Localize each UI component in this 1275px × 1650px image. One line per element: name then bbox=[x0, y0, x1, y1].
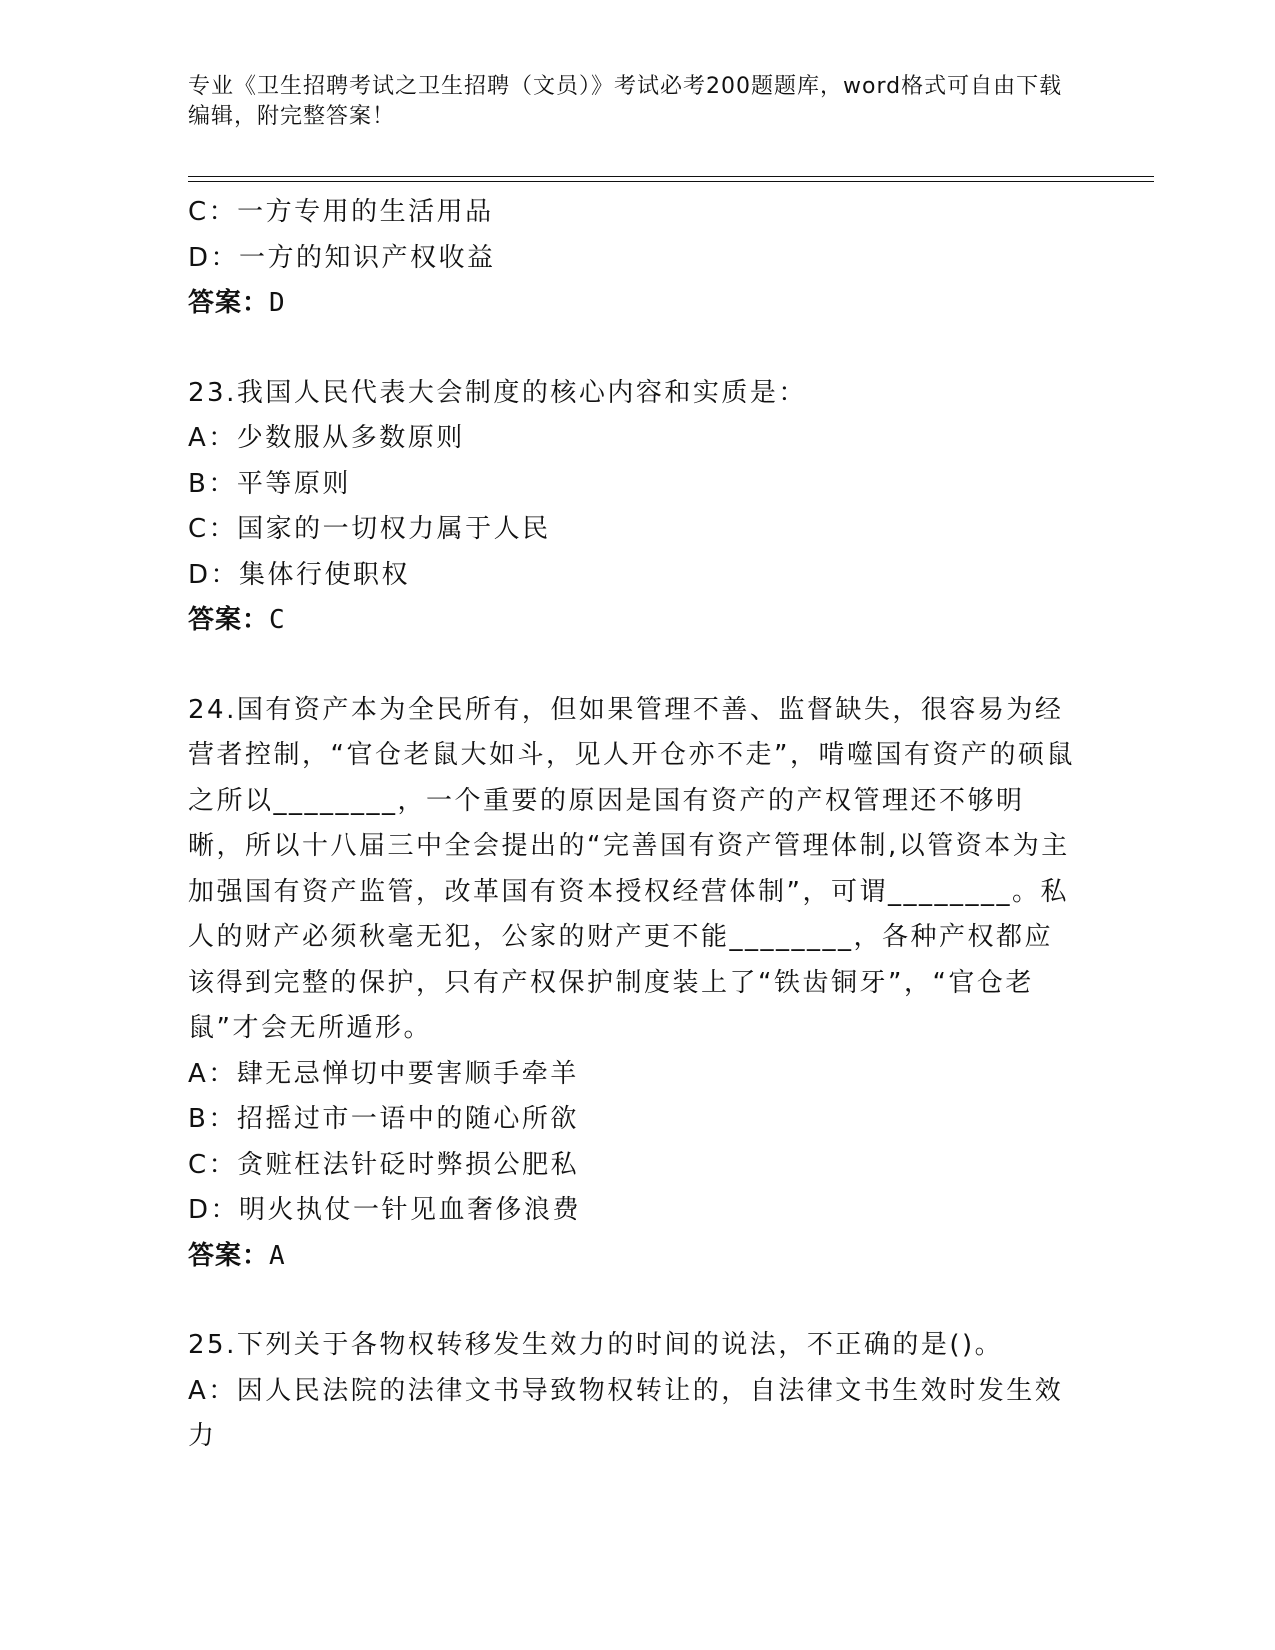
answer-value: C bbox=[269, 605, 286, 635]
option-a: A：肆无忌惮切中要害顺手牵羊 bbox=[188, 1058, 579, 1089]
answer-line bbox=[188, 1234, 1078, 1280]
header-rule-top bbox=[188, 176, 1154, 177]
option-b: B：招摇过市一语中的随心所欲 bbox=[188, 1104, 579, 1134]
answer-value: A bbox=[269, 1240, 286, 1271]
answer-line bbox=[188, 598, 1078, 644]
option-d: D：集体行使职权 bbox=[188, 559, 411, 590]
answer-label: 答案： bbox=[188, 605, 270, 635]
option-a: A：少数服从多数原则 bbox=[188, 423, 465, 453]
option-c: C：国家的一切权力属于人民 bbox=[188, 514, 551, 544]
question-stem: 24.国有资产本为全民所有，但如果管理不善、监督缺失，很容易为经营者控制，“官仓老鼠大如斗，见人开仓亦不走”，啃噬国有资产的硕鼠之所以________，一个重要的原因是国有资产的产权管理还不够明晰，所以十八届三中全会提出的“完善国有资产管理体制,以管资本为主加强国有资产监管，改革国有资本授权经营体制”，可谓________。私人的财产必须秋毫无犯，公家的财产更不能________，各种产权都应该得到完整的保护，只有产权保护制度装上了“铁齿铜牙”，“官仓老鼠”才会无所遁形。 bbox=[188, 694, 1075, 1043]
option-a: A：因人民法院的法律文书导致物权转让的，自法律文书生效时发生效力 bbox=[188, 1375, 1064, 1451]
option-b: B：平等原则 bbox=[188, 468, 351, 499]
option-d: D：一方的知识产权收益 bbox=[188, 242, 496, 273]
answer-label: 答案： bbox=[188, 1240, 270, 1271]
answer-line bbox=[188, 281, 1078, 327]
question-stem: 25.下列关于各物权转移发生效力的时间的说法，不正确的是()。 bbox=[188, 1330, 1004, 1360]
question-24 bbox=[188, 688, 1078, 1280]
header-rule-bottom bbox=[188, 181, 1154, 182]
document-body bbox=[188, 190, 1078, 1460]
question-23 bbox=[188, 371, 1078, 644]
option-c: C：一方专用的生活用品 bbox=[188, 197, 494, 227]
option-d: D：明火执仗一针见血奢侈浪费 bbox=[188, 1195, 582, 1225]
question-22-tail bbox=[188, 190, 1078, 327]
option-c: C：贪赃枉法针砭时弊损公肥私 bbox=[188, 1149, 580, 1180]
answer-label: 答案： bbox=[188, 288, 270, 318]
question-stem: 23.我国人民代表大会制度的核心内容和实质是： bbox=[188, 377, 807, 408]
document-header: 专业《卫生招聘考试之卫生招聘（文员）》考试必考200题题库，word格式可自由下载编辑，附完整答案！ bbox=[188, 74, 1063, 129]
question-25 bbox=[188, 1323, 1078, 1460]
answer-value: D bbox=[269, 288, 286, 318]
